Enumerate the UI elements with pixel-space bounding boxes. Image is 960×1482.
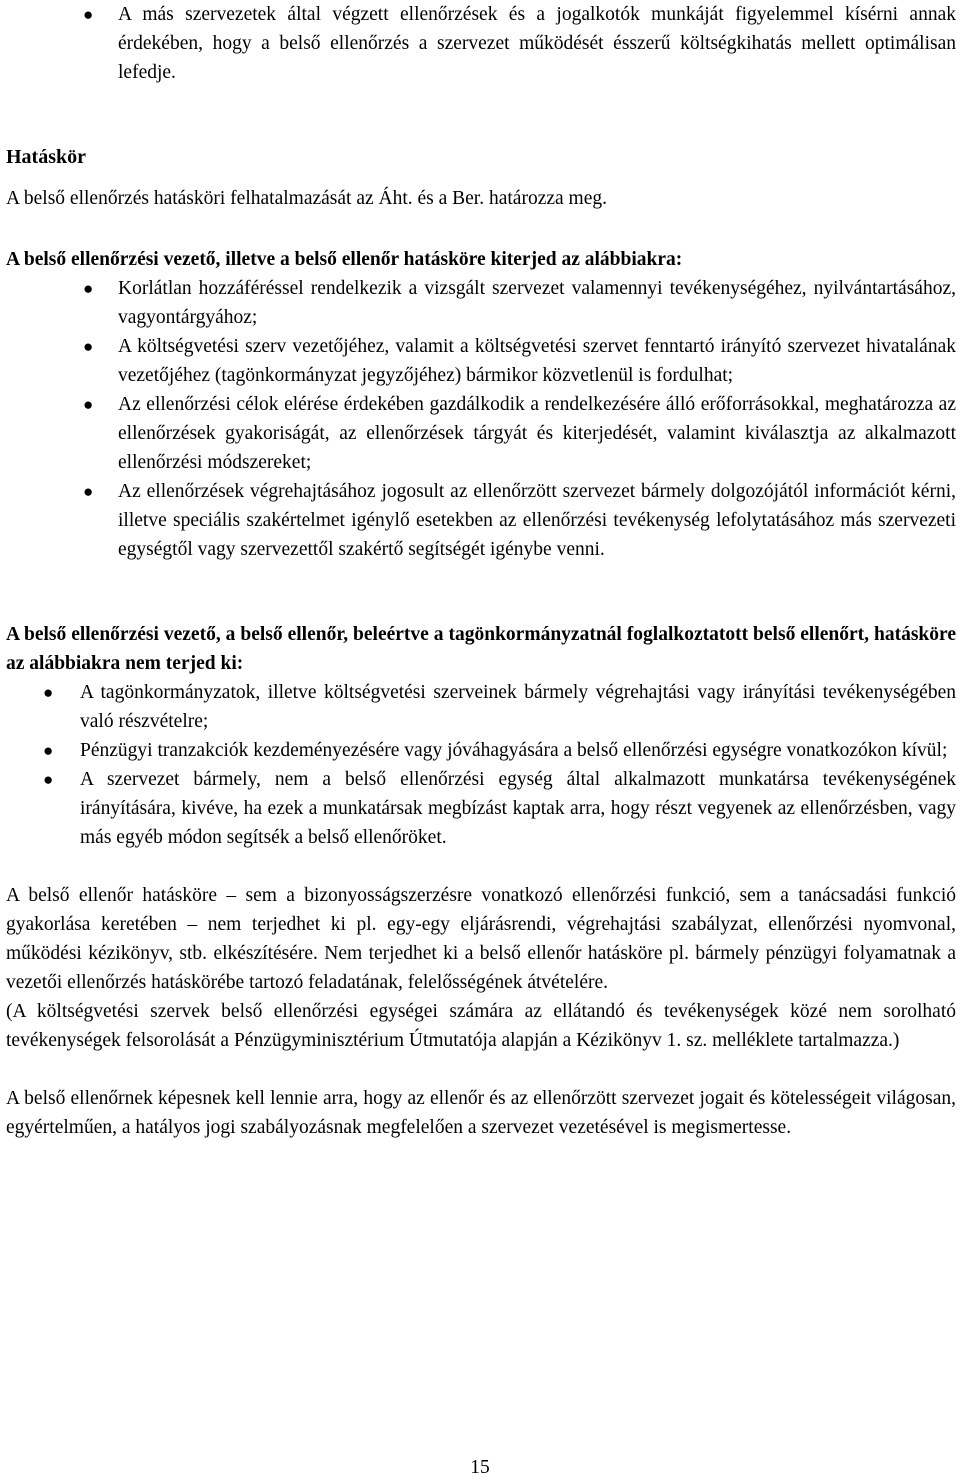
- bullet-icon: ●: [83, 395, 94, 414]
- exclusion-list: [6, 678, 956, 852]
- list-item: [6, 477, 956, 564]
- list-item-text: A költségvetési szerv vezetőjéhez, valamit a költségvetési szervet fenntartó irányító szervezet hivatalának vezetőjéhez (tagönkormányzat jegyzőjéhez) bármikor közvetlenül is fordulhat;: [118, 336, 956, 386]
- scope-heading: A belső ellenőrzési vezető, illetve a belső ellenőr hatásköre kiterjed az alábbiakra:: [6, 249, 683, 270]
- bullet-icon: ●: [83, 482, 94, 501]
- paragraph-3: A belső ellenőrnek képesnek kell lennie arra, hogy az ellenőr és az ellenőrzött szervezet jogait és kötelességeit világosan, egyértelműen, a hatályos jogi szabályozásnak megfelelően a szervezet vezetésével is megismertesse.: [6, 1088, 956, 1138]
- list-item-text: Pénzügyi tranzakciók kezdeményezésére vagy jóváhagyására a belső ellenőrzési egységre vonatkozókon kívül;: [80, 740, 948, 761]
- list-item: [6, 390, 956, 477]
- bullet-icon: ●: [43, 770, 54, 789]
- list-item-text: Az ellenőrzések végrehajtásához jogosult az ellenőrzött szervezet bármely dolgozójától információt kérni, illetve speciális szakértelmet igénylő esetekben az ellenőrzési tevékenység lefolytatásához más szervezeti egységtől vagy szervezettől szakértő segítségét igénybe venni.: [118, 481, 956, 560]
- list-item: [6, 274, 956, 332]
- section-intro: A belső ellenőrzés hatásköri felhatalmazását az Áht. és a Ber. határozza meg.: [6, 188, 607, 209]
- document-page: [6, 0, 956, 1142]
- list-item-text: Korlátlan hozzáféréssel rendelkezik a vizsgált szervezet valamennyi tevékenységéhez, nyilvántartásához, vagyontárgyához;: [118, 278, 956, 328]
- paragraph-1: A belső ellenőr hatásköre – sem a bizonyosságszerzésre vonatkozó ellenőrzési funkció, sem a tanácsadási funkció gyakorlása keretében – nem terjedhet ki pl. egy-egy eljárásrendi, végrehajtási szabályzat, ellenőrzési nyomvonal, működési kézikönyv, stb. elkészítésére. Nem terjedhet ki a belső ellenőr hatásköre pl. bármely pénzügyi folyamatnak a vezetői ellenőrzés hatáskörébe tartozó feladatának, felelősségének átvételére.: [6, 885, 956, 993]
- list-item: [6, 765, 956, 852]
- list-item-text: Az ellenőrzési célok elérése érdekében gazdálkodik a rendelkezésére álló erőforrásokkal, meghatározza az ellenőrzések gyakoriságát, az ellenőrzések tárgyát és kiterjedését, valamint kiválasztja az alkalmazott ellenőrzési módszereket;: [118, 394, 956, 473]
- list-item: [6, 332, 956, 390]
- list-item: [6, 0, 956, 87]
- scope-list: [6, 274, 956, 564]
- exclusion-heading: A belső ellenőrzési vezető, a belső ellenőr, beleértve a tagönkormányzatnál foglalkoztatott belső ellenőrt, hatásköre az alábbiakra nem terjed ki:: [6, 624, 956, 674]
- bullet-icon: ●: [83, 337, 94, 356]
- intro-list: [6, 0, 956, 87]
- list-item: [6, 736, 956, 765]
- bullet-icon: ●: [43, 741, 54, 760]
- list-item-text: A tagönkormányzatok, illetve költségvetési szerveinek bármely végrehajtási vagy irányítási tevékenységében való részvételre;: [80, 682, 956, 732]
- page-number: 15: [470, 1457, 490, 1478]
- list-item: [6, 678, 956, 736]
- section-heading: Hatáskör: [6, 146, 86, 168]
- paragraph-2: (A költségvetési szervek belső ellenőrzési egységei számára az ellátandó és tevékenységek közé nem sorolható tevékenységek felsorolását a Pénzügyminisztérium Útmutatója alapján a Kézikönyv 1. sz. melléklete tartalmazza.): [6, 1001, 956, 1051]
- list-item-text: A szervezet bármely, nem a belső ellenőrzési egység által alkalmazott munkatársa tevékenységének irányítására, kivéve, ha ezek a munkatársak megbízást kaptak arra, hogy részt vegyenek az ellenőrzésben, vagy más egyéb módon segítsék a belső ellenőröket.: [80, 769, 956, 848]
- list-item-text: A más szervezetek által végzett ellenőrzések és a jogalkotók munkáját figyelemmel kísérni annak érdekében, hogy a belső ellenőrzés a szervezet működését ésszerű költségkihatás mellett optimálisan lefedje.: [118, 4, 956, 83]
- bullet-icon: ●: [83, 279, 94, 298]
- bullet-icon: ●: [83, 5, 94, 24]
- bullet-icon: ●: [43, 683, 54, 702]
